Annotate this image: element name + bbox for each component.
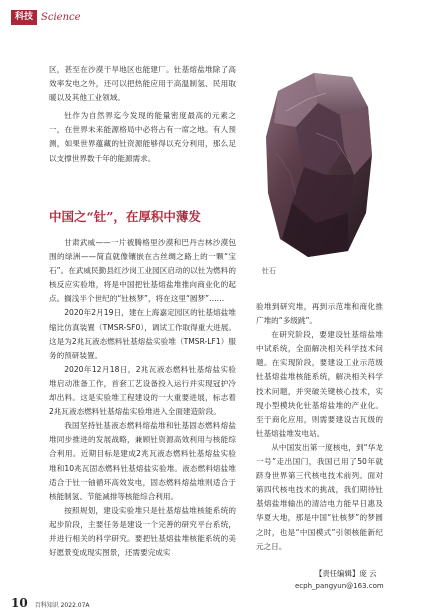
editor-credit: 【责任编辑】庞 云 xyxy=(315,569,377,578)
paragraph: 2020年12月18日，2兆瓦液态燃料钍基熔盐实验堆启动准备工作，首套工艺设备投入运行并实现冠护冷却出料。这是实验堆工程建设的一大重要进展，标志着2兆瓦液态燃料钍基熔盐实验堆进入全面建造阶段。 xyxy=(49,364,236,417)
journal-issue: 百科知识 2022.07A xyxy=(34,602,90,609)
section-badge: 科技 xyxy=(11,10,37,25)
paragraph: 从中国发出第一度核电，到“华龙一号”走出国门，我国已用了50年就跻身世界第三代核电技术前列。面对第四代核电技术的挑战，我们期待钍基熔盐堆输出的清洁电力能早日惠及华夏大地，那是中国“钍核梦”的梦圆之时，也是“中国模式”引领核能新纪元之日。 xyxy=(256,442,383,551)
top-text-block xyxy=(49,63,236,166)
paragraph: 按照规划，建设实验堆只是钍基熔盐堆核能系统的起步阶段，主要任务是建设一个完善的研究平台系统，并进行相关的科学研究。要把钍基熔盐堆核能系统的美好愿景变成现实图景，还需要完成实 xyxy=(49,505,236,558)
section-heading: 中国之“钍”，在厚积中薄发 xyxy=(49,209,201,224)
page-footer xyxy=(11,596,90,610)
paragraph: 在研究阶段，要建设钍基熔盐堆中试系统，全面解决相关科学技术问题。在实现阶段，要建设工业示范级钍基熔盐堆核能系统，解决相关科学技术问题，并突破关键核心技术，实现小型模块化钍基熔盐堆的产业化。至于商化应用，则需要建设吉瓦级的钍基熔盐堆发电站。 xyxy=(256,330,383,438)
paragraph: 钍作为自然界迄今发现的能量密度最高的元素之一，在世界未来能源格局中必将占有一席之地。有人预测，如果世界蕴藏的钍资源能够得以充分利用，那么足以支撑世界数千年的能源需求。 xyxy=(49,111,236,163)
editor-email: ecph_pangyun@163.com xyxy=(295,582,384,590)
paragraph: 我国坚持钍基液态燃料熔盐堆和钍基固态燃料熔盐堆同步推进的发展战略，兼顾钍资源高效利用与核能综合利用。近期目标是建成2兆瓦液态燃料钍基熔盐实验堆和10兆瓦固态燃料钍基熔盐实验堆。液态燃料熔盐堆适合于钍一铀循环高效发电，固态燃料熔盐堆则适合于核能制氢、节能减排等核能综合利用。 xyxy=(49,421,236,501)
thorium-mineral-photo xyxy=(256,63,383,263)
section-label-en: Science xyxy=(41,11,81,23)
left-column xyxy=(49,236,236,560)
paragraph: 2020年2月19日，建在上海嘉定园区的钍基熔盐堆缩比仿真装置（TMSR-SF0），调试工作取得重大进展。这是为2兆瓦液态燃料钍基熔盐实验堆（TMSR-LF1）服务的预研装置。 xyxy=(49,308,236,360)
paragraph: 验堆到研究堆，再到示范堆和商化推广堆的“多级跳”。 xyxy=(256,302,383,326)
section-header xyxy=(11,9,81,25)
paragraph: 甘肃武威——一片被腾格里沙漠和巴丹吉林沙漠包围的绿洲——简直就像镶嵌在古丝绸之路上的一颗“宝石”。在武威民勤县红沙岗工业园区启动的以钍为燃料的核反应实验堆，将是中国把钍基熔盐堆推向商业化的起点。搁浅半个世纪的“钍核梦”，将在这里“圆梦”…… xyxy=(49,238,236,304)
paragraph: 区，甚至在沙漠干旱地区也能建厂。钍基熔盐堆除了高效率发电之外，还可以把热能应用于高温制氢、民用取暖以及其他工业领域。 xyxy=(49,65,236,103)
photo-caption: 钍石 xyxy=(262,267,276,275)
page-number: 10 xyxy=(11,596,28,610)
right-column xyxy=(256,300,383,554)
